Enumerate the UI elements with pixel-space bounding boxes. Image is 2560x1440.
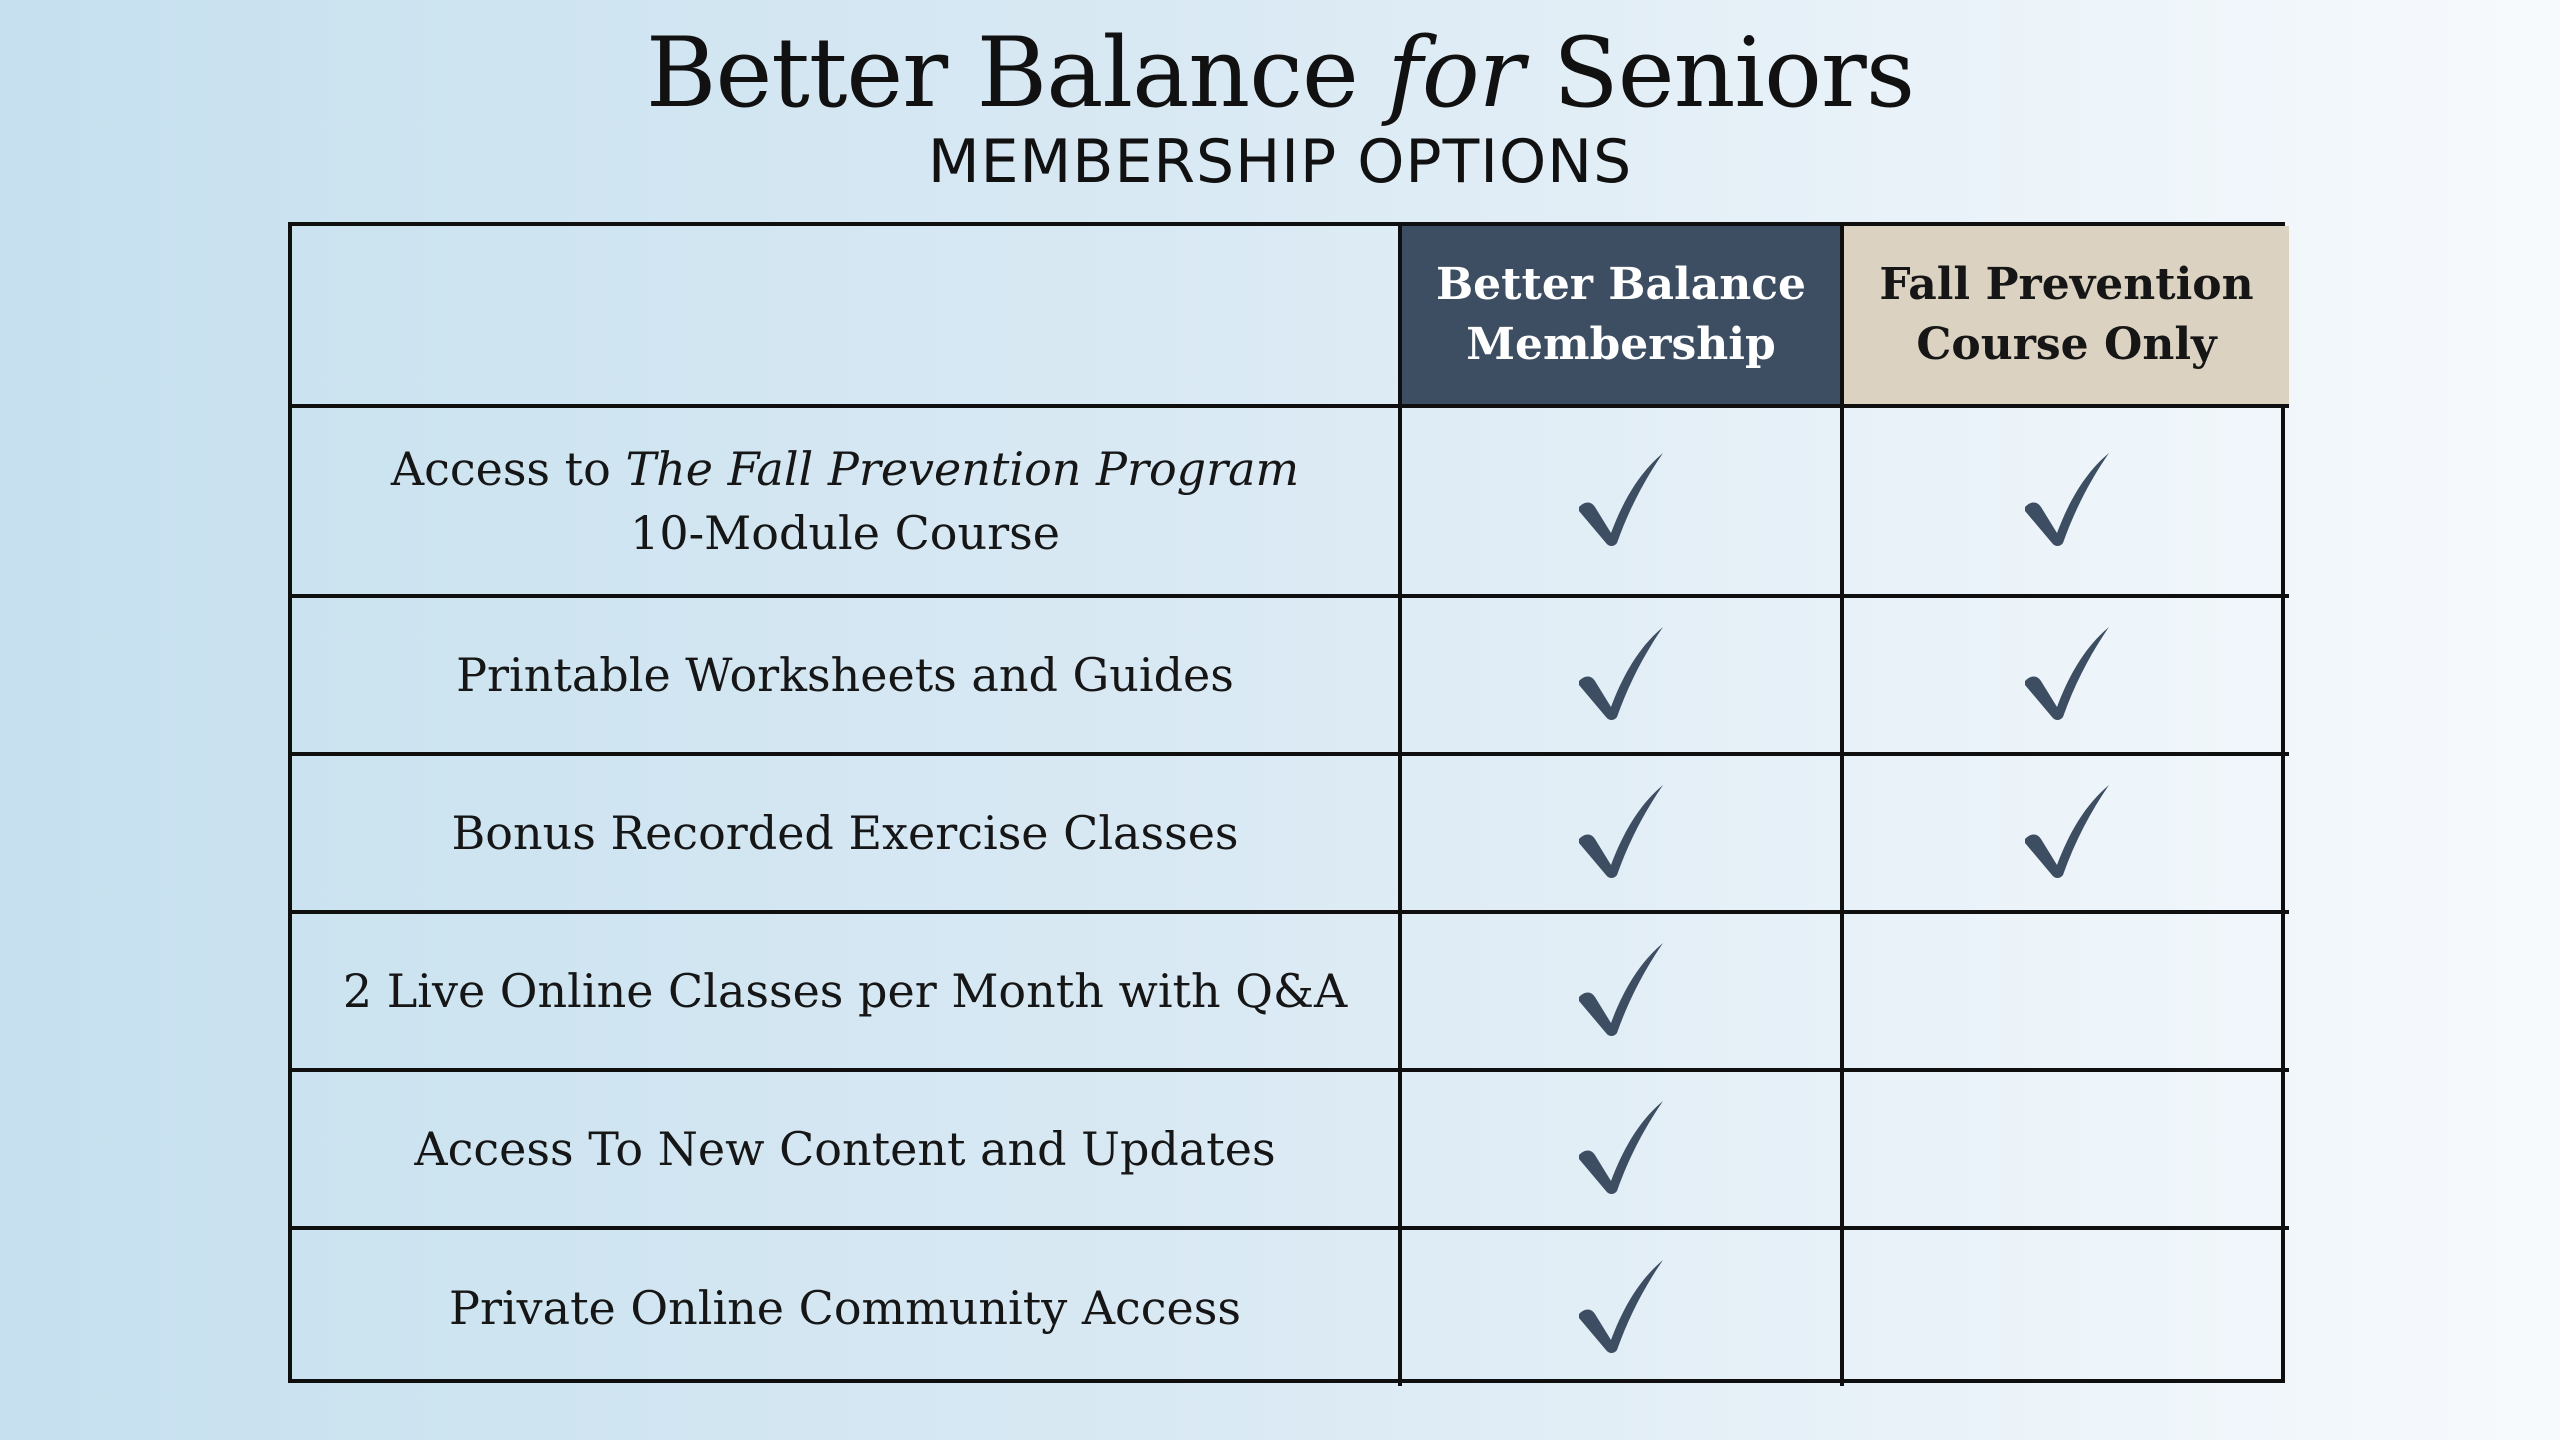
checkmark-icon	[1575, 941, 1667, 1037]
plan1-cell	[1400, 1070, 1842, 1228]
plan-header-line: Fall Prevention	[1879, 259, 2254, 310]
plan-header-better-balance	[1400, 226, 1842, 406]
table-row	[292, 1228, 2289, 1386]
checkmark-icon	[1575, 1258, 1667, 1354]
plan-header-line: Membership	[1466, 319, 1776, 370]
plan2-cell	[1842, 1228, 2289, 1386]
table-row	[292, 912, 2289, 1070]
plan1-cell	[1400, 596, 1842, 754]
plan1-cell	[1400, 1228, 1842, 1386]
feature-text: Access to	[390, 442, 611, 496]
table-header-row	[292, 226, 2289, 406]
checkmark-icon	[2021, 783, 2113, 879]
plan-header-line: Course Only	[1916, 319, 2217, 370]
checkmark-icon	[1575, 625, 1667, 721]
comparison-table	[288, 222, 2285, 1383]
table-row	[292, 596, 2289, 754]
feature-line: 10-Module Course	[630, 506, 1060, 560]
feature-line	[292, 437, 1398, 501]
header-blank-cell	[292, 226, 1400, 406]
plan2-cell	[1842, 406, 2289, 596]
feature-label: 2 Live Online Classes per Month with Q&A	[292, 912, 1400, 1070]
title-part-2: for	[1387, 17, 1524, 129]
page-subtitle: MEMBERSHIP OPTIONS	[927, 127, 1633, 197]
feature-label: Private Online Community Access	[292, 1228, 1400, 1386]
plan1-cell	[1400, 912, 1842, 1070]
checkmark-icon	[1575, 451, 1667, 547]
feature-label	[292, 406, 1400, 596]
plan-header-fall-prevention	[1842, 226, 2289, 406]
checkmark-icon	[1575, 783, 1667, 879]
table-row	[292, 1070, 2289, 1228]
plan1-cell	[1400, 754, 1842, 912]
checkmark-icon	[2021, 451, 2113, 547]
feature-program-name: The Fall Prevention Program	[625, 442, 1300, 496]
plan-header-line: Better Balance	[1435, 259, 1807, 310]
page-title	[0, 8, 2560, 138]
plan2-cell	[1842, 754, 2289, 912]
plan1-cell	[1400, 406, 1842, 596]
plan2-cell	[1842, 1070, 2289, 1228]
feature-label: Access To New Content and Updates	[292, 1070, 1400, 1228]
title-part-1: Better Balance	[645, 17, 1358, 129]
title-part-3: Seniors	[1553, 17, 1915, 129]
plan2-cell	[1842, 912, 2289, 1070]
table-row	[292, 406, 2289, 596]
feature-label: Bonus Recorded Exercise Classes	[292, 754, 1400, 912]
table-row	[292, 754, 2289, 912]
checkmark-icon	[2021, 625, 2113, 721]
checkmark-icon	[1575, 1099, 1667, 1195]
plan2-cell	[1842, 596, 2289, 754]
feature-label: Printable Worksheets and Guides	[292, 596, 1400, 754]
